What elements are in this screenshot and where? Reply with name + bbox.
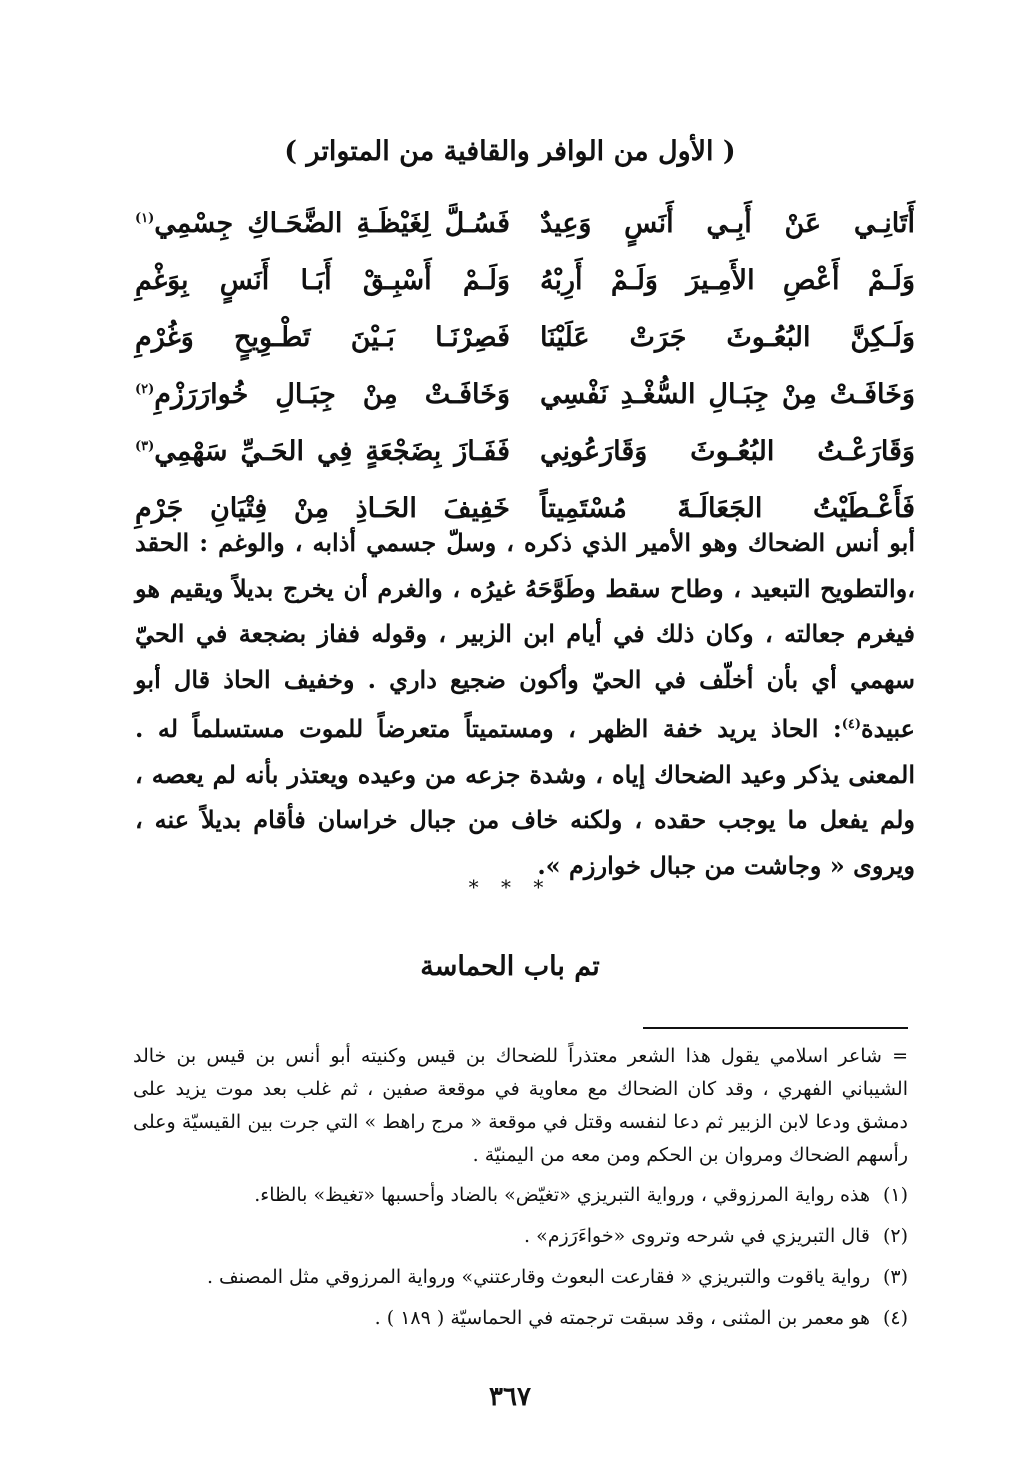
- footnote-text: قال التبريزي في شرحه وتروى «خواءَرَزم» .: [524, 1225, 870, 1247]
- footnote-continuation: = شاعر اسلامي يقول هذا الشعر معتذراً للضحاك بن قيس وكنيته أبو أنس بن قيس بن خالد الشيباني الفهري ، وقد كان الضحاك مع معاوية في موقعة صفين ، ثم غلب بعد موت يزيد على دمشق ودعا لابن الزبير ثم دعا لنفسه وقتل في موقعة « مرج راهط » التي جرت بين القيسيّة وعلى رأسهم الضحاك ومروان بن الحكم ومن معه من اليمنيّة .: [133, 1045, 908, 1166]
- verse-second-text: فَسُـلَّ لِغَيْظَـةِ الضَّحَـاكِ جِسْمِي: [154, 208, 510, 239]
- verse-first-hemistich: وَلَـكِنَّ البُعُـوثَ جَرَتْ عَلَيْنَا: [540, 322, 915, 353]
- footnote-item: [133, 1298, 908, 1339]
- verse-first-hemistich: فَأَعْـطَيْتُ الجَعَالَـةَ مُسْتَمِيتاً: [540, 493, 915, 524]
- page-number: ٣٦٧: [489, 1382, 531, 1412]
- verse-first-hemistich: وَقَارَعْـتُ البُعُـوثَ وَقَارَعُونِي: [540, 436, 915, 467]
- commentary-text: [135, 520, 915, 888]
- verse-line: [135, 252, 915, 309]
- verse-line: [135, 366, 915, 423]
- commentary-text-part: أبو أنس الضحاك وهو الأمير الذي ذكره ، وسلّ جسمي أذابه ، والوغم : الحقد ،والتطويح التبعيد ، وطاح سقط وطَوَّحَهُ غيرُه ، والغرم أن يخرج بديلاً ويقيم هو فيغرم جعالته ، وكان ذلك في أيام ابن الزبير ، وقوله ففاز بضجعة في الحيّ سهمي أي بأن أخلّف في الحيّ وأكون ضجيع داري . وخفيف الحاذ قال أبو عبيدة: [135, 528, 915, 743]
- verse-second-text: وَلَـمْ أَسْبِـقْ أَبَـا أَنَسٍ بِوَغْمِ: [135, 265, 510, 296]
- verse-first-hemistich: وَخَافَـتْ مِنْ جِبَـالِ السُّغْـدِ نَفْسِي: [540, 379, 915, 410]
- verse-second-hemistich: [135, 379, 510, 410]
- footnote-text: هو معمر بن المثنى ، وقد سبقت ترجمته في الحماسيّة ( ١٨٩ ) .: [374, 1307, 870, 1329]
- footnote-reference: (٢): [135, 382, 155, 397]
- verse-first-hemistich: وَلَـمْ أَعْصِ الأَمِـيرَ وَلَـمْ أَرِبْهُ: [540, 265, 915, 296]
- commentary-paragraph: [135, 520, 915, 888]
- section-separator: * * *: [468, 875, 552, 899]
- poem-meter-heading: ( الأول من الوافر والقافية من المتواتر ): [284, 136, 736, 167]
- verse-second-text: فَصِرْنَـا بَـيْنَ تَطْـوِيحٍ وَغُرْمِ: [135, 322, 510, 353]
- footnote-item: [133, 1216, 908, 1257]
- verse-line: [135, 195, 915, 252]
- commentary-text-part: : الحاذ يريد خفة الظهر ، ومستميتاً متعرضاً للموت مستسلماً له . المعنى يذكر وعيد الضحاك إياه ، وشدة جزعه من وعيده ويعتذر بأنه لم يعصه ، ولم يفعل ما يوجب حقده ، ولكنه خاف من جبال خراسان فأقام بديلاً عنه ، ويروى « وجاشت من جبال خوارزم ».: [135, 714, 915, 880]
- footnote-reference: (٣): [135, 439, 155, 454]
- footnote-item: [133, 1257, 908, 1298]
- verse-second-text: خَفِيفَ الحَـاذِ مِنْ فِتْيَانِ جَرْمِ: [135, 493, 510, 524]
- footnote-reference: (٤): [841, 717, 862, 732]
- verse-second-hemistich: [135, 322, 510, 353]
- footnote-number: (٣): [882, 1266, 908, 1288]
- verse-second-text: وَخَافَـتْ مِنْ جِبَـالِ خُوارَرَزْمِ: [154, 379, 510, 410]
- verse-second-hemistich: [135, 436, 510, 467]
- footnote-number: (٤): [882, 1307, 908, 1329]
- footnote-text: رواية ياقوت والتبريزي « فقارعت البعوث وقارعتني» ورواية المرزوقي مثل المصنف .: [206, 1266, 870, 1288]
- footnotes: [133, 1040, 908, 1339]
- footnote-number: (١): [882, 1184, 908, 1206]
- verse-line: [135, 423, 915, 480]
- footnote-item: [133, 1175, 908, 1216]
- footnote-text: هذه رواية المرزوقي ، ورواية التبريزي «تغيّض» بالضاد وأحسبها «تغيظ» بالظاء.: [254, 1184, 870, 1206]
- chapter-closing-title: تم باب الحماسة: [420, 951, 600, 982]
- verse-second-hemistich: [135, 265, 510, 296]
- verse-first-hemistich: أَتَانِـي عَنْ أَبِـي أَنَسٍ وَعِيدٌ: [540, 208, 915, 239]
- verse-second-hemistich: [135, 208, 510, 239]
- footnote-number: (٢): [882, 1225, 908, 1247]
- poem-verses: [135, 195, 915, 537]
- verse-line: [135, 309, 915, 366]
- footnote-reference: (١): [135, 211, 155, 226]
- verse-second-text: فَفَـازَ بِضَجْعَةٍ فِي الحَـيِّ سَهْمِي: [154, 436, 510, 467]
- footnote-rule: [643, 1027, 908, 1029]
